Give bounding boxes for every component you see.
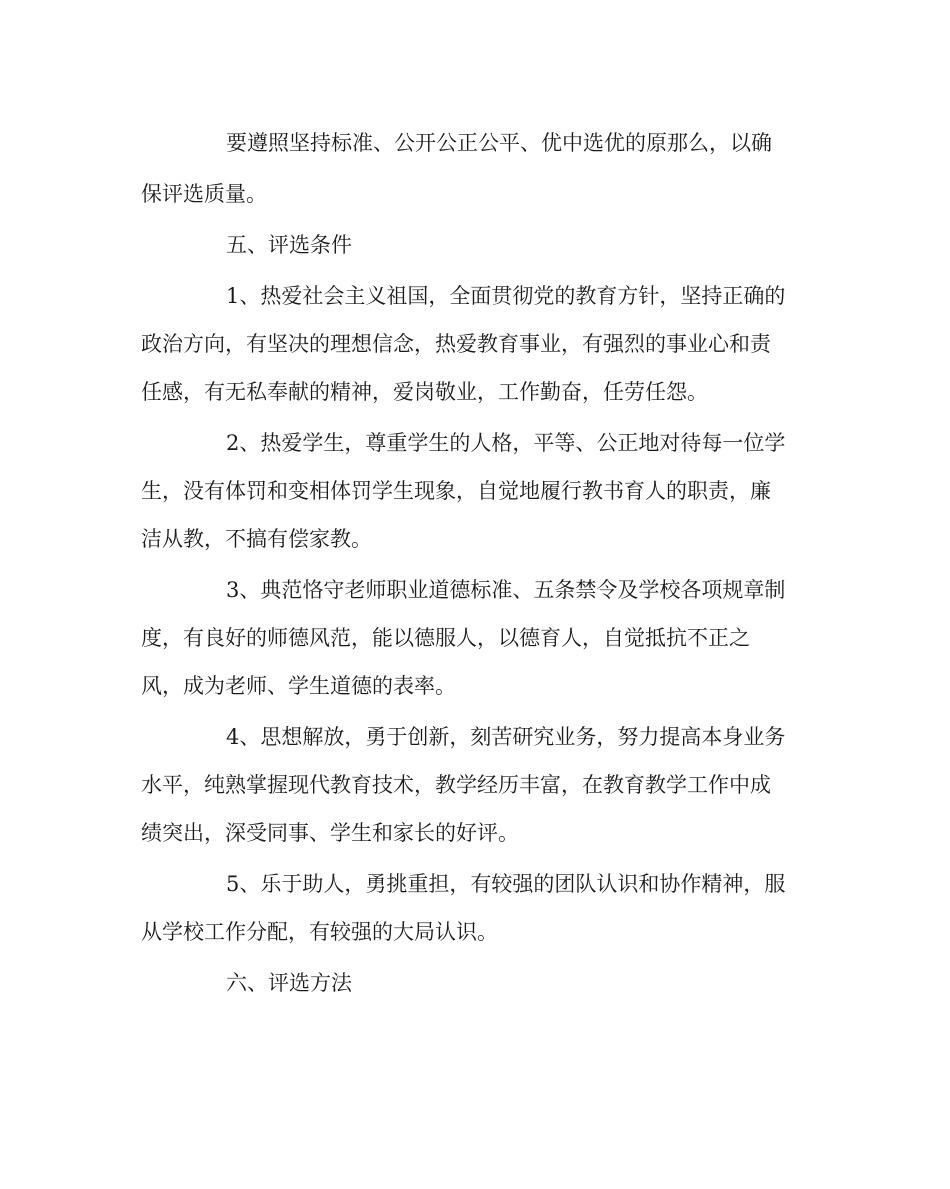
paragraph-line: 要遵照坚持标准、公开公正公平、优中选优的原那么，以确 bbox=[226, 131, 772, 155]
paragraph-line: 风，成为老师、学生道德的表率。 bbox=[141, 674, 456, 698]
paragraph-line: 生，没有体罚和变相体罚学生现象，自觉地履行教书育人的职责，廉 bbox=[141, 479, 771, 503]
paragraph-line: 4、思想解放，勇于创新，刻苦研究业务，努力提高本身业务 bbox=[226, 725, 786, 749]
paragraph-line: 度，有良好的师德风范，能以德服人，以德育人，自觉抵抗不正之 bbox=[141, 626, 750, 650]
paragraph-line: 5、乐于助人，勇挑重担，有较强的团队认识和协作精神，服 bbox=[226, 872, 786, 896]
paragraph-line: 3、典范恪守老师职业道德标准、五条禁令及学校各项规章制 bbox=[226, 578, 786, 602]
paragraph-line: 水平，纯熟掌握现代教育技术，教学经历丰富，在教育教学工作中成 bbox=[141, 773, 771, 797]
section-heading: 五、评选条件 bbox=[226, 233, 352, 257]
paragraph-line: 1、热爱社会主义祖国，全面贯彻党的教育方针，坚持正确的 bbox=[226, 284, 786, 308]
paragraph-line: 洁从教，不搞有偿家教。 bbox=[141, 527, 372, 551]
paragraph-line: 政治方向，有坚决的理想信念，热爱教育事业，有强烈的事业心和责 bbox=[141, 332, 771, 356]
paragraph-line: 任感，有无私奉献的精神，爱岗敬业，工作勤奋，任劳任怨。 bbox=[141, 380, 708, 404]
paragraph-line: 2、热爱学生，尊重学生的人格，平等、公正地对待每一位学 bbox=[226, 431, 786, 455]
paragraph-line: 绩突出，深受同事、学生和家长的好评。 bbox=[141, 821, 519, 845]
section-heading: 六、评选方法 bbox=[226, 971, 352, 995]
paragraph-line: 从学校工作分配，有较强的大局认识。 bbox=[141, 920, 498, 944]
paragraph-line: 保评选质量。 bbox=[141, 182, 267, 206]
